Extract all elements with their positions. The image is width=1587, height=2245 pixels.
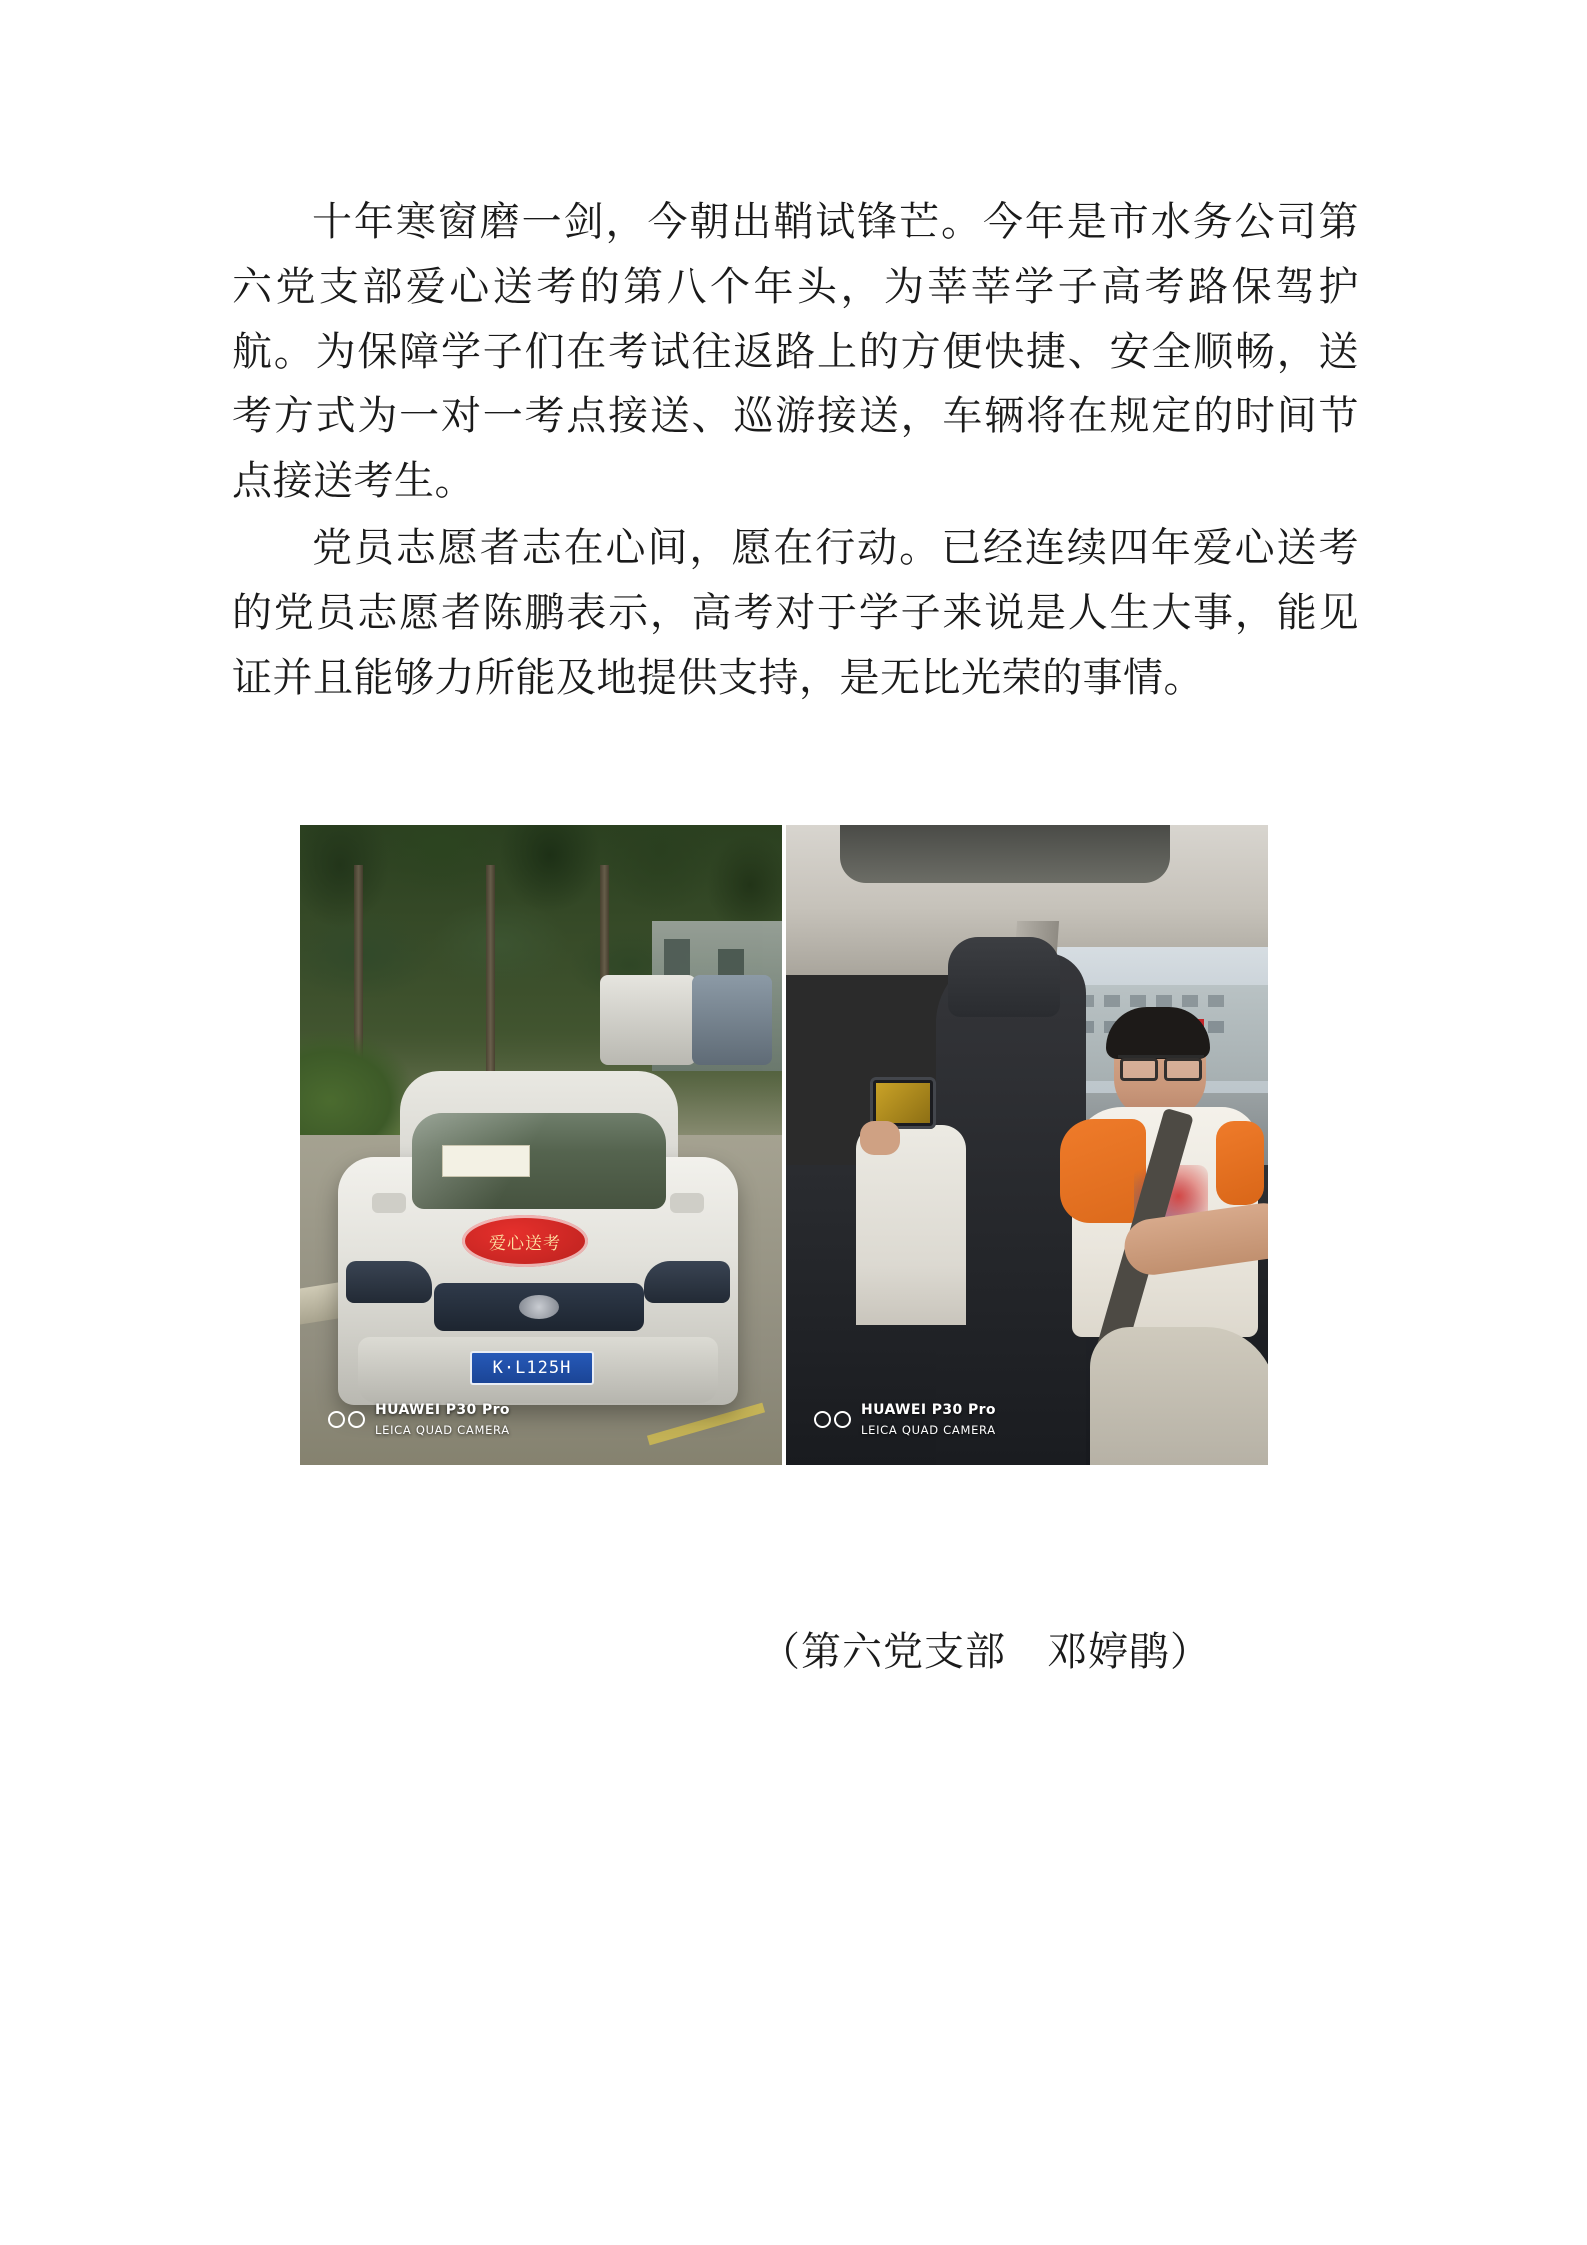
watermark-device: HUAWEI P30 Pro <box>861 1402 996 1419</box>
watermark-camera: LEICA QUAD CAMERA <box>861 1423 996 1438</box>
photo1-parked-car <box>692 975 772 1065</box>
glasses-icon <box>1118 1055 1204 1075</box>
watermark-camera: LEICA QUAD CAMERA <box>375 1423 510 1438</box>
driver-hair <box>1106 1007 1210 1059</box>
volunteer-driver <box>1060 1015 1268 1465</box>
photo1-parked-car <box>600 975 696 1065</box>
car-grille <box>434 1283 644 1331</box>
car-sticker-label: 爱心送考 <box>489 1233 561 1254</box>
paragraph-2: 党员志愿者志在心间，愿在行动。已经连续四年爱心送考的党员志愿者陈鹏表示，高考对于学子来说是人生大事，能见证并且能够力所能及地提供支持，是无比光荣的事情。 <box>232 524 1359 700</box>
camera-watermark <box>814 1399 996 1439</box>
rear-passenger <box>856 1125 966 1325</box>
side-mirror-right <box>670 1193 704 1213</box>
headlight-left <box>346 1261 432 1303</box>
car-sticker <box>462 1215 588 1267</box>
headlight-right <box>644 1261 730 1303</box>
photo-driver-interior <box>786 825 1268 1465</box>
windshield-card <box>442 1145 530 1177</box>
watermark-text <box>861 1399 996 1439</box>
passenger-hand <box>860 1121 900 1155</box>
photo1-main-car <box>338 1065 738 1405</box>
watermark-text <box>375 1399 510 1439</box>
document-body <box>232 190 1359 710</box>
side-mirror-left <box>372 1193 406 1213</box>
camera-watermark <box>328 1399 510 1439</box>
shirt-sleeve-right <box>1216 1121 1264 1205</box>
document-signature: （第六党支部 邓婷鹃） <box>760 1629 1211 1674</box>
tree-trunk-icon <box>486 865 495 1075</box>
camera-lens-icon <box>814 1411 851 1428</box>
seat-headrest <box>948 937 1060 1017</box>
watermark-device: HUAWEI P30 Pro <box>375 1402 510 1419</box>
driver-lap <box>1090 1327 1268 1465</box>
license-plate: K·L125H <box>470 1351 594 1385</box>
figure-row <box>300 825 1280 1465</box>
camera-lens-icon <box>328 1411 365 1428</box>
sunroof <box>840 825 1170 883</box>
photo-car-front <box>300 825 782 1465</box>
paragraph-1: 十年寒窗磨一剑，今朝出鞘试锋芒。今年是市水务公司第六党支部爱心送考的第八个年头，为莘莘学子高考路保驾护航。为保障学子们在考试往返路上的方便快捷、安全顺畅，送考方式为一对一考点接送、巡游接送，车辆将在规定的时间节点接送考生。 <box>232 199 1359 504</box>
